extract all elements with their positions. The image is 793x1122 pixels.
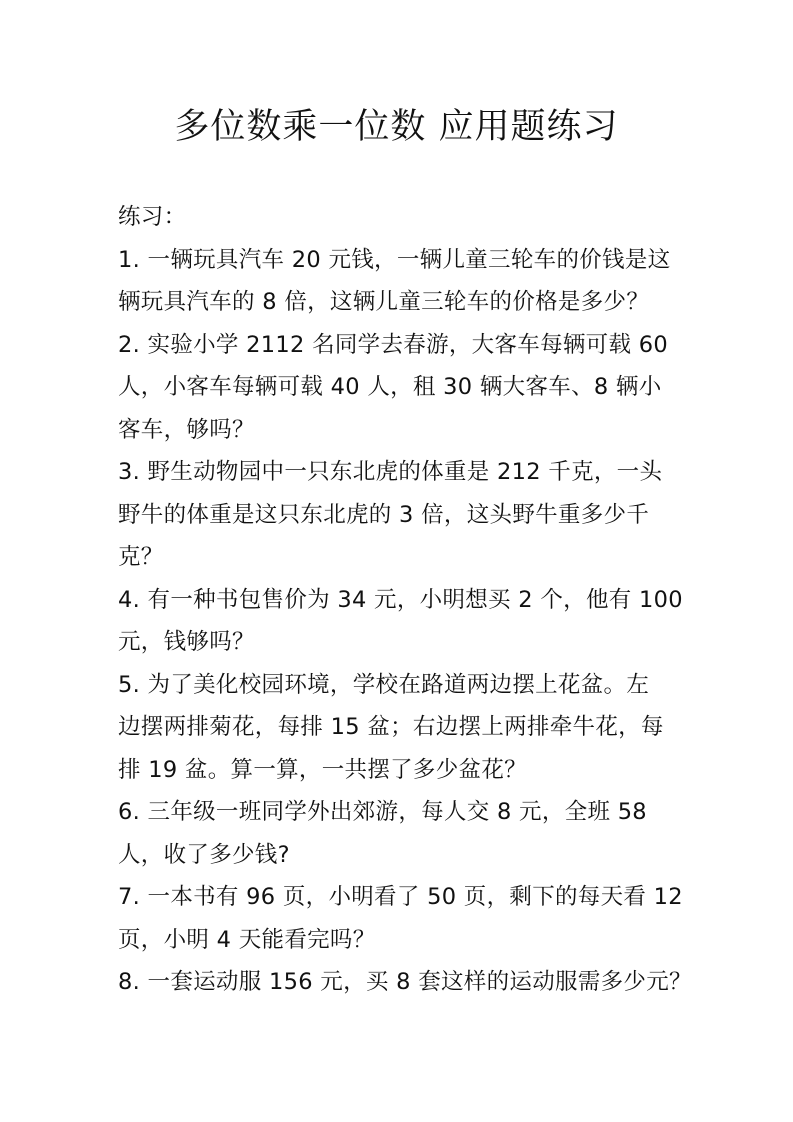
problem-1-line-2: 辆玩具汽车的 8 倍，这辆儿童三轮车的价格是多少？ — [118, 289, 650, 315]
problem-6-line-2: 人，收了多少钱? — [118, 841, 290, 868]
problem-4-line-1: 4. 有一种书包售价为 34 元，小明想买 2 个，他有 100 — [118, 586, 683, 613]
problem-1-line-1: 1. 一辆玩具汽车 20 元钱，一辆儿童三轮车的价钱是这 — [118, 246, 671, 273]
problem-5-line-1: 5. 为了美化校园环境，学校在路道两边摆上花盆。左 — [118, 671, 650, 698]
problem-3-line-3: 克？ — [118, 544, 164, 570]
section-label: 练习： — [118, 204, 187, 230]
problem-2-line-1: 2. 实验小学 2112 名同学去春游，大客车每辆可载 60 — [118, 331, 668, 358]
problem-2-line-3: 客车，够吗？ — [118, 416, 255, 443]
problem-4-line-2: 元，钱够吗？ — [118, 629, 255, 655]
problem-2-line-2: 人，小客车每辆可载 40 人，租 30 辆大客车、8 辆小 — [118, 374, 662, 400]
problem-7-line-2: 页，小明 4 天能看完吗？ — [118, 926, 376, 953]
problem-6-line-1: 6. 三年级一班同学外出郊游，每人交 8 元，全班 58 — [118, 799, 647, 825]
problem-3-line-1: 3. 野生动物园中一只东北虎的体重是 212 千克，一头 — [118, 459, 663, 485]
problem-3-line-2: 野牛的体重是这只东北虎的 3 倍，这头野牛重多少千 — [118, 501, 650, 528]
worksheet-content — [118, 196, 692, 1004]
problem-5-line-2: 边摆两排菊花，每排 15 盆；右边摆上两排牵牛花，每 — [118, 714, 664, 740]
problem-8-line-1: 8. 一套运动服 156 元，买 8 套这样的运动服需多少元？ — [118, 969, 692, 995]
page-title: 多位数乘一位数 应用题练习 — [174, 107, 619, 147]
problem-7-line-1: 7. 一本书有 96 页，小明看了 50 页，剩下的每天看 12 — [118, 884, 683, 910]
problem-5-line-3: 排 19 盆。算一算，一共摆了多少盆花？ — [118, 756, 527, 783]
